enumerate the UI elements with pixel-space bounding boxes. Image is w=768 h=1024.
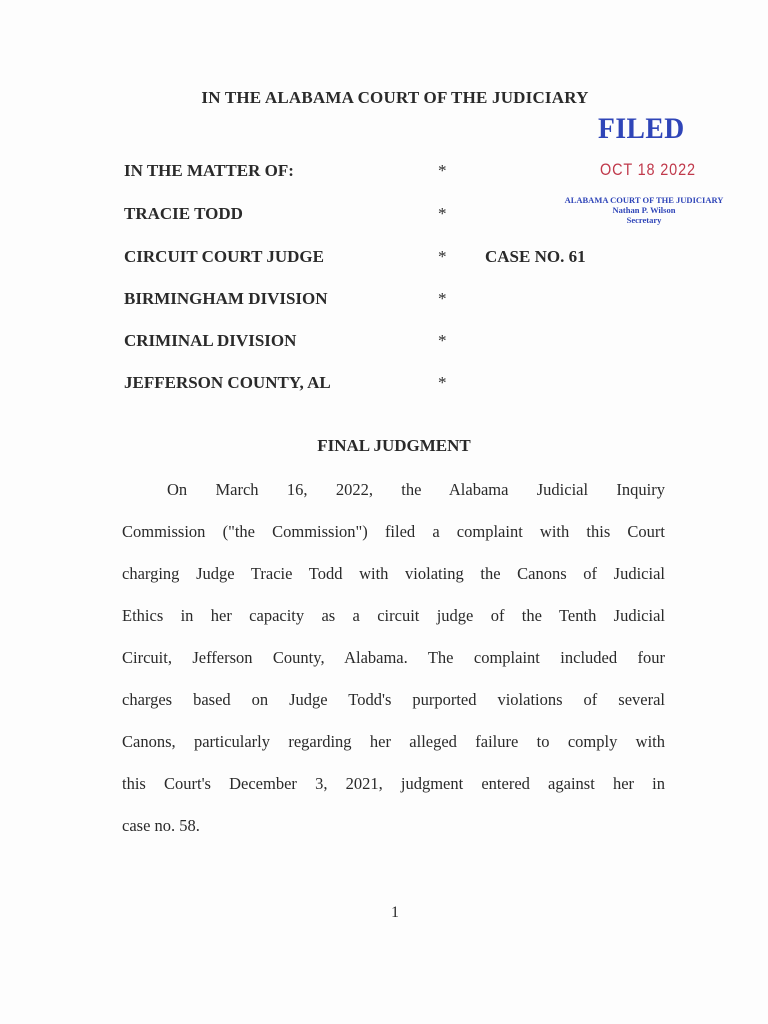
body-text-line: charging Judge Tracie Todd with violating the Canons of Judicial: [122, 564, 665, 583]
caption-label: CRIMINAL DIVISION: [124, 331, 297, 350]
caption-asterisk: *: [438, 331, 447, 350]
caption-label: CIRCUIT COURT JUDGE: [124, 247, 324, 266]
body-text-line: On March 16, 2022, the Alabama Judicial Inquiry: [167, 480, 665, 499]
caption-asterisk: *: [438, 204, 447, 223]
caption-asterisk: *: [438, 373, 447, 392]
body-text-line: Ethics in her capacity as a circuit judge of the Tenth Judicial: [122, 606, 665, 625]
stamp-secretary-title: Secretary: [626, 215, 662, 225]
caption-asterisk: *: [438, 289, 447, 308]
caption-asterisk: *: [438, 247, 447, 266]
judgment-heading: FINAL JUDGMENT: [317, 436, 471, 455]
caption-label: BIRMINGHAM DIVISION: [124, 289, 328, 308]
caption-asterisk: *: [438, 161, 447, 180]
court-title: IN THE ALABAMA COURT OF THE JUDICIARY: [201, 88, 589, 107]
filed-date-stamp: OCT 18 2022: [600, 160, 696, 179]
stamp-secretary-name: Nathan P. Wilson: [612, 205, 676, 215]
filing-office-stamp: [556, 195, 732, 225]
stamp-court-name: ALABAMA COURT OF THE JUDICIARY: [564, 195, 724, 205]
body-text-line: case no. 58.: [122, 816, 200, 835]
caption-label: JEFFERSON COUNTY, AL: [124, 373, 331, 392]
case-number: CASE NO. 61: [485, 247, 586, 266]
page-number: 1: [391, 904, 399, 921]
caption-label: TRACIE TODD: [124, 204, 243, 223]
body-text-line: Canons, particularly regarding her alleged failure to comply with: [122, 732, 665, 751]
body-text-line: this Court's December 3, 2021, judgment entered against her in: [122, 774, 665, 793]
body-text-line: Commission ("the Commission") filed a complaint with this Court: [122, 522, 665, 541]
filed-stamp: FILED: [598, 112, 685, 145]
caption-label: IN THE MATTER OF:: [124, 161, 294, 180]
body-text-line: charges based on Judge Todd's purported violations of several: [122, 690, 665, 709]
body-text-line: Circuit, Jefferson County, Alabama. The complaint included four: [122, 648, 665, 667]
